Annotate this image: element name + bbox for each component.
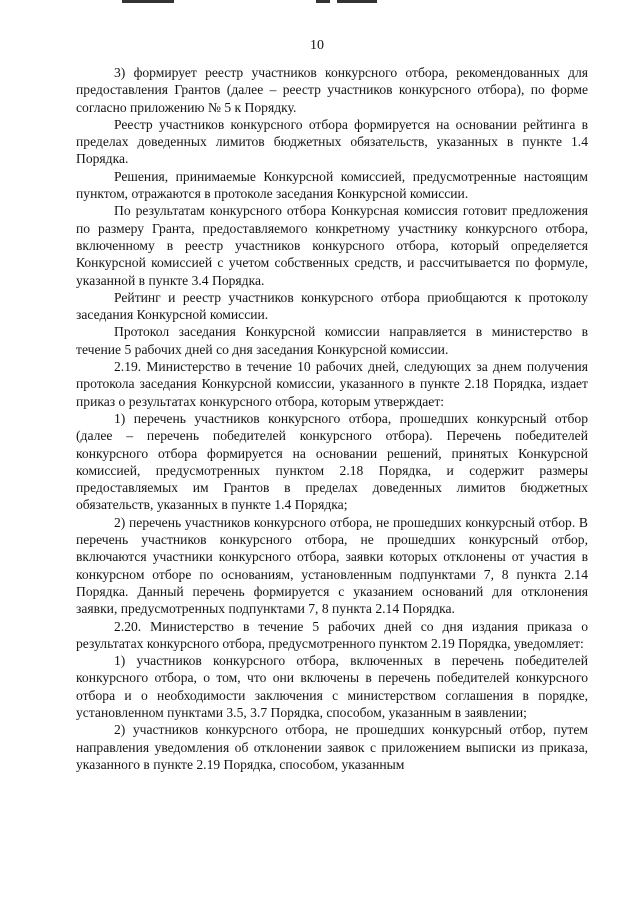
paragraph-2-19-item-1: 1) перечень участников конкурсного отбора, прошедших конкурсный отбор (далее – перечень победителей конкурсного отбора). Перечень победителей конкурсного отбора формируется на основании решений, принятых Конкурсной комиссией, предусмотренных пунктом 2.18 Порядка, и содержит размеры предоставляемых им Грантов в пределах доведенных лимитов бюджетных обязательств, указанных в пункте 1.4 Порядка;	[76, 410, 588, 513]
paragraph-2-20-item-1: 1) участников конкурсного отбора, включенных в перечень победителей конкурсного отбора, о том, что они включены в перечень победителей конкурсного отбора и о необходимости заключения с министерством соглашения в порядке, установленном пунктами 3.5, 3.7 Порядка, способом, указанным в заявлении;	[76, 653, 588, 720]
page-number: 10	[310, 38, 324, 53]
scan-artifact-top	[316, 0, 330, 3]
paragraph-grant-proposals: По результатам конкурсного отбора Конкурсная комиссия готовит предложения по размеру Гранта, предоставляемого конкретному участнику конкурсного отбора, включенному в реестр участников конкурсного отбора, который определяется Конкурсной комиссией с учетом собственных средств, и рассчитывается по формуле, указанной в пункте 3.4 Порядка.	[76, 203, 588, 288]
scan-artifact-top	[337, 0, 377, 3]
paragraph-2-19-item-2: 2) перечень участников конкурсного отбора, не прошедших конкурсный отбор. В перечень участников конкурсного отбора, не прошедших конкурсный отбор, включаются участники конкурсного отбора, заявки которых отклонены от участия в конкурсном отборе по основаниям, установленным подпунктами 7, 8 пункта 2.14 Порядка. Данный перечень формируется с указанием оснований для отклонения заявки, предусмотренных подпунктами 7, 8 пункта 2.14 Порядка.	[76, 514, 588, 617]
paragraph-item-3: 3) формирует реестр участников конкурсного отбора, рекомендованных для предоставления Грантов (далее – реестр участников конкурсного отбора), по форме согласно приложению № 5 к Порядку.	[76, 65, 588, 115]
paragraph-decisions: Решения, принимаемые Конкурсной комиссией, предусмотренные настоящим пунктом, отражаются в протоколе заседания Конкурсной комиссии.	[76, 168, 588, 202]
paragraph-protocol-sent: Протокол заседания Конкурсной комиссии направляется в министерство в течение 5 рабочих дней со дня заседания Конкурсной комиссии.	[76, 324, 588, 357]
paragraph-rating-attached: Рейтинг и реестр участников конкурсного отбора приобщаются к протоколу заседания Конкурсной комиссии.	[76, 289, 588, 323]
paragraph-registry: Реестр участников конкурсного отбора формируется на основании рейтинга в пределах доведенных лимитов бюджетных обязательств, указанных в пункте 1.4 Порядка.	[76, 116, 588, 167]
paragraph-2-19: 2.19. Министерство в течение 10 рабочих дней, следующих за днем получения протокола заседания Конкурсной комиссии, указанного в пункте 2.18 Порядка, издает приказ о результатах конкурсного отбора, которым утверждает:	[76, 359, 588, 409]
scan-artifact-top	[122, 0, 174, 3]
document-body	[76, 64, 588, 773]
paragraph-2-20: 2.20. Министерство в течение 5 рабочих дней со дня издания приказа о результатах конкурсного отбора, предусмотренного пунктом 2.19 Порядка, уведомляет:	[76, 618, 588, 651]
paragraph-2-20-item-2: 2) участников конкурсного отбора, не прошедших конкурсный отбор, путем направления уведомления об отклонении заявок с приложением выписки из приказа, указанного в пункте 2.19 Порядка, способом, указанным	[76, 722, 588, 772]
